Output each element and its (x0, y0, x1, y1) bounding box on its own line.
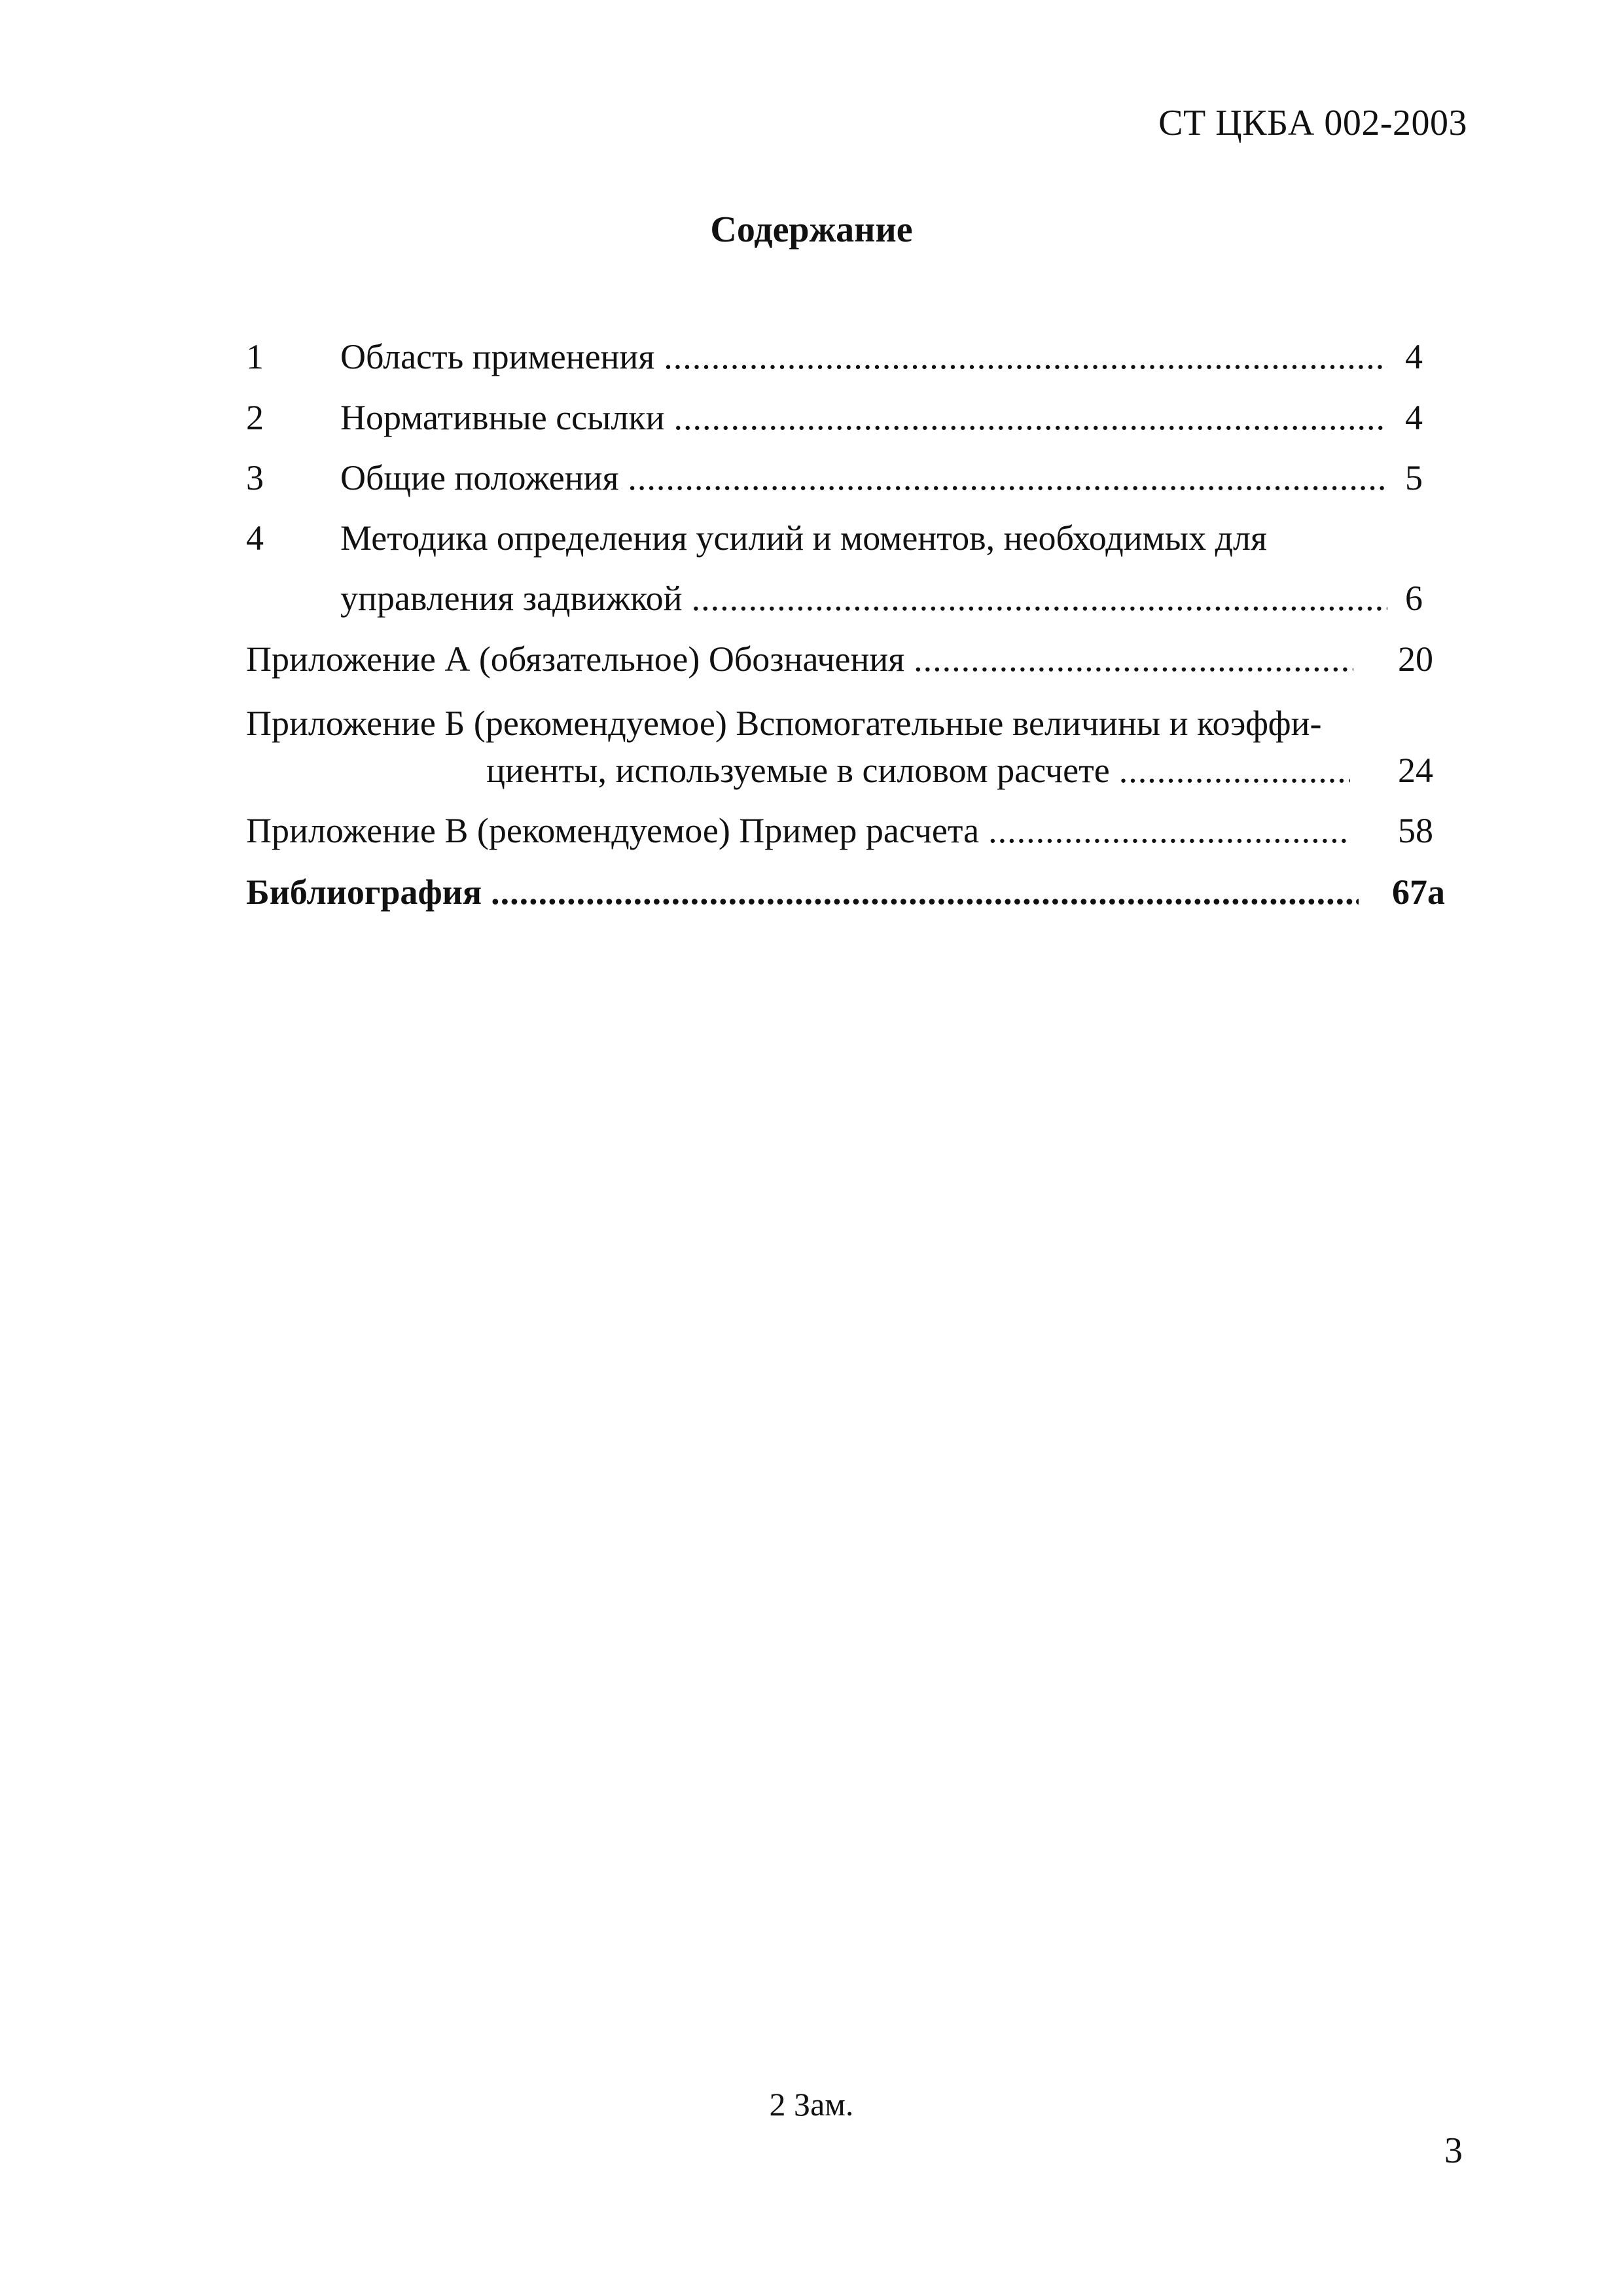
toc-entry-leader (340, 581, 1387, 616)
toc-entry-text: Приложение А (обязательное) Обозначения (246, 639, 905, 679)
toc-entry-number: 4 (246, 518, 264, 558)
dot-leader (664, 339, 1387, 374)
dot-leader (1119, 753, 1350, 788)
toc-entry-text-line1: Методика определения усилий и моментов, необходимых для (340, 518, 1267, 558)
dot-leader (491, 874, 1359, 910)
dot-leader (914, 641, 1353, 677)
toc-title: Содержание (710, 209, 913, 250)
toc-entry-text: Нормативные ссылки (340, 398, 665, 437)
toc-entry-number: 3 (246, 458, 264, 497)
toc-entry-leader (486, 753, 1350, 788)
toc-entry-page: 58 (1398, 811, 1433, 850)
toc-entry-text: Библиография (246, 872, 482, 912)
dot-leader (692, 581, 1387, 616)
toc-entry-page: 4 (1405, 398, 1423, 437)
toc-entry-text: Область применения (340, 337, 655, 376)
toc-entry-page: 67а (1392, 872, 1445, 912)
toc-entry-leader (340, 400, 1387, 435)
toc-entry-text: Приложение В (рекомендуемое) Пример расчета (246, 811, 980, 850)
dot-leader (674, 400, 1388, 435)
toc-entry-page: 5 (1405, 458, 1423, 497)
toc-entry-text-line2: управления задвижкой (340, 579, 683, 618)
dot-leader (988, 813, 1351, 848)
amendment-note: 2 Зам. (769, 2086, 854, 2123)
toc-entry-page: 4 (1405, 337, 1423, 376)
dot-leader (628, 460, 1387, 495)
toc-entry-leader (246, 813, 1351, 848)
toc-entry-number: 2 (246, 398, 264, 437)
toc-entry-leader (340, 339, 1387, 374)
toc-entry-leader (246, 874, 1359, 910)
toc-entry-number: 1 (246, 337, 264, 376)
toc-entry-leader (246, 641, 1353, 677)
toc-entry-text-line2: циенты, используемые в силовом расчете (486, 751, 1110, 790)
toc-entry-page: 20 (1398, 639, 1433, 679)
table-of-contents (0, 327, 1623, 916)
toc-entry-text: Общие положения (340, 458, 619, 497)
toc-entry-text-line1: Приложение Б (рекомендуемое) Вспомогательные величины и коэффи- (246, 704, 1322, 743)
page-number: 3 (1444, 2130, 1463, 2171)
toc-entry-page: 6 (1405, 579, 1423, 618)
toc-entry-leader (340, 460, 1387, 495)
document-code: СТ ЦКБА 002-2003 (1158, 103, 1467, 143)
toc-entry-page: 24 (1398, 751, 1433, 790)
